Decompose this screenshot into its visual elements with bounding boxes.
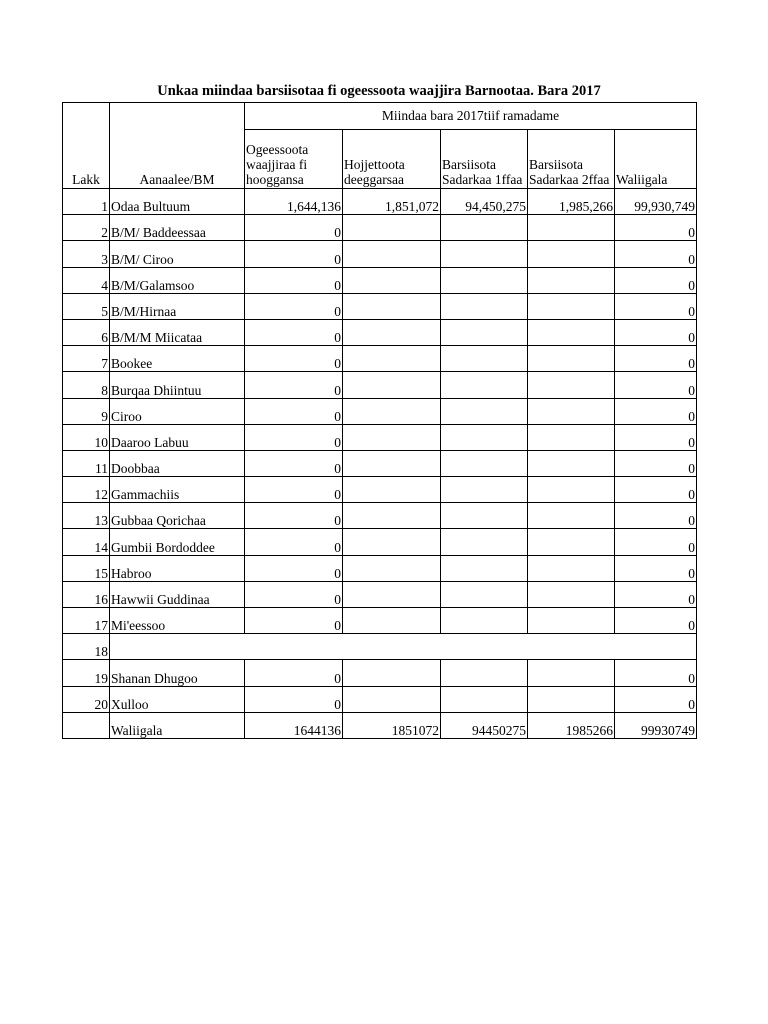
value-cell-c4 bbox=[528, 372, 615, 398]
table-row bbox=[63, 293, 697, 319]
value-cell-c5: 0 bbox=[615, 660, 697, 686]
value-cell-c2 bbox=[343, 660, 441, 686]
value-cell-c4 bbox=[528, 398, 615, 424]
value-cell-c4 bbox=[528, 215, 615, 241]
district-name: Daaroo Labuu bbox=[110, 424, 245, 450]
value-cell-c1: 0 bbox=[245, 398, 343, 424]
table-row bbox=[63, 346, 697, 372]
value-cell-c3 bbox=[441, 346, 528, 372]
row-number: 13 bbox=[63, 503, 110, 529]
row-number: 2 bbox=[63, 215, 110, 241]
value-cell-c5: 0 bbox=[615, 372, 697, 398]
table-row bbox=[63, 686, 697, 712]
value-cell-c4: 1,985,266 bbox=[528, 189, 615, 215]
table-row bbox=[63, 581, 697, 607]
row-number: 5 bbox=[63, 293, 110, 319]
value-cell-c2 bbox=[343, 529, 441, 555]
district-name: Bookee bbox=[110, 346, 245, 372]
value-cell-c2: 1,851,072 bbox=[343, 189, 441, 215]
total-value-c5: 99930749 bbox=[615, 712, 697, 738]
district-name: Shanan Dhugoo bbox=[110, 660, 245, 686]
value-cell-c2 bbox=[343, 555, 441, 581]
table-row bbox=[63, 503, 697, 529]
header-col-teachers-primary: Barsiisota Sadarkaa 1ffaa bbox=[441, 130, 528, 189]
total-row bbox=[63, 712, 697, 738]
total-value-c2: 1851072 bbox=[343, 712, 441, 738]
value-cell-c1: 0 bbox=[245, 555, 343, 581]
value-cell-c2 bbox=[343, 346, 441, 372]
value-cell-c4 bbox=[528, 293, 615, 319]
row-number: 18 bbox=[63, 634, 110, 660]
value-cell-c3 bbox=[441, 424, 528, 450]
district-name: Odaa Bultuum bbox=[110, 189, 245, 215]
table-row bbox=[63, 634, 697, 660]
table-row bbox=[63, 398, 697, 424]
row-number: 7 bbox=[63, 346, 110, 372]
table-row bbox=[63, 267, 697, 293]
district-name: Habroo bbox=[110, 555, 245, 581]
value-cell-c4 bbox=[528, 346, 615, 372]
value-cell-c1: 0 bbox=[245, 424, 343, 450]
value-cell-c4 bbox=[528, 267, 615, 293]
header-col-total: Waliigala bbox=[615, 130, 697, 189]
value-cell-c1: 0 bbox=[245, 608, 343, 634]
header-col-officials: Ogeessoota waajjiraa fi hooggansa bbox=[245, 130, 343, 189]
table-row bbox=[63, 319, 697, 345]
value-cell-c3 bbox=[441, 555, 528, 581]
value-cell-c3 bbox=[441, 608, 528, 634]
value-cell-c5: 99,930,749 bbox=[615, 189, 697, 215]
district-name: B/M/ Ciroo bbox=[110, 241, 245, 267]
value-cell-c4 bbox=[528, 555, 615, 581]
value-cell-c4 bbox=[528, 450, 615, 476]
value-cell-c4 bbox=[528, 608, 615, 634]
value-cell-c1: 0 bbox=[245, 319, 343, 345]
table-row bbox=[63, 608, 697, 634]
district-name: B/M/Galamsoo bbox=[110, 267, 245, 293]
value-cell-c3 bbox=[441, 686, 528, 712]
district-name: Ciroo bbox=[110, 398, 245, 424]
value-cell-c5: 0 bbox=[615, 555, 697, 581]
row-number: 10 bbox=[63, 424, 110, 450]
header-col-teachers-secondary: Barsiisota Sadarkaa 2ffaa bbox=[528, 130, 615, 189]
header-name: Aanaalee/BM bbox=[110, 103, 245, 189]
value-cell-c1: 0 bbox=[245, 372, 343, 398]
row-number: 3 bbox=[63, 241, 110, 267]
district-name: B/M/ Baddeessaa bbox=[110, 215, 245, 241]
value-cell-c5: 0 bbox=[615, 293, 697, 319]
table-row bbox=[63, 529, 697, 555]
value-cell-c1: 0 bbox=[245, 215, 343, 241]
header-row-group bbox=[63, 103, 697, 130]
table-row bbox=[63, 477, 697, 503]
row-number: 17 bbox=[63, 608, 110, 634]
value-cell-c1: 0 bbox=[245, 581, 343, 607]
row-number: 15 bbox=[63, 555, 110, 581]
value-cell-c2 bbox=[343, 608, 441, 634]
district-name: Gubbaa Qorichaa bbox=[110, 503, 245, 529]
value-cell-c3 bbox=[441, 529, 528, 555]
total-value-c3: 94450275 bbox=[441, 712, 528, 738]
value-cell-c3 bbox=[441, 477, 528, 503]
row-number: 9 bbox=[63, 398, 110, 424]
header-group-salary: Miindaa bara 2017tiif ramadame bbox=[245, 103, 697, 130]
table-row bbox=[63, 424, 697, 450]
value-cell-c5: 0 bbox=[615, 477, 697, 503]
district-name: B/M/M Miicataa bbox=[110, 319, 245, 345]
value-cell-c4 bbox=[528, 529, 615, 555]
row-number: 4 bbox=[63, 267, 110, 293]
value-cell-c2 bbox=[343, 215, 441, 241]
value-cell-c3 bbox=[441, 398, 528, 424]
district-name: Doobbaa bbox=[110, 450, 245, 476]
value-cell-c5: 0 bbox=[615, 424, 697, 450]
value-cell-c1: 0 bbox=[245, 686, 343, 712]
value-cell-c5: 0 bbox=[615, 398, 697, 424]
value-cell-c1: 0 bbox=[245, 293, 343, 319]
table-row bbox=[63, 241, 697, 267]
value-cell-c3 bbox=[441, 660, 528, 686]
district-name: Burqaa Dhiintuu bbox=[110, 372, 245, 398]
total-row-number bbox=[63, 712, 110, 738]
table-row bbox=[63, 450, 697, 476]
value-cell-c2 bbox=[343, 477, 441, 503]
district-name: B/M/Hirnaa bbox=[110, 293, 245, 319]
value-cell-c2 bbox=[343, 398, 441, 424]
total-label: Waliigala bbox=[110, 712, 245, 738]
salary-table bbox=[62, 102, 697, 739]
row-number: 8 bbox=[63, 372, 110, 398]
table-row bbox=[63, 555, 697, 581]
value-cell-c3: 94,450,275 bbox=[441, 189, 528, 215]
header-col-support-staff: Hojjettoota deeggarsaa bbox=[343, 130, 441, 189]
value-cell-c2 bbox=[343, 267, 441, 293]
value-cell-c4 bbox=[528, 503, 615, 529]
district-name: Xulloo bbox=[110, 686, 245, 712]
value-cell-c5: 0 bbox=[615, 267, 697, 293]
table-row bbox=[63, 372, 697, 398]
value-cell-c5: 0 bbox=[615, 450, 697, 476]
value-cell-c5: 0 bbox=[615, 503, 697, 529]
value-cell-c4 bbox=[528, 686, 615, 712]
value-cell-c3 bbox=[441, 241, 528, 267]
value-cell-c5: 0 bbox=[615, 241, 697, 267]
value-cell-c4 bbox=[528, 424, 615, 450]
row-number: 12 bbox=[63, 477, 110, 503]
value-cell-c1: 0 bbox=[245, 529, 343, 555]
value-cell-c1: 0 bbox=[245, 503, 343, 529]
value-cell-c1: 1,644,136 bbox=[245, 189, 343, 215]
value-cell-c3 bbox=[441, 503, 528, 529]
value-cell-c2 bbox=[343, 686, 441, 712]
value-cell-c4 bbox=[528, 319, 615, 345]
value-cell-c3 bbox=[441, 319, 528, 345]
value-cell-c5: 0 bbox=[615, 686, 697, 712]
value-cell-c5: 0 bbox=[615, 319, 697, 345]
value-cell-c2 bbox=[343, 503, 441, 529]
value-cell-c3 bbox=[441, 215, 528, 241]
value-cell-c1: 0 bbox=[245, 241, 343, 267]
value-cell-c1: 0 bbox=[245, 477, 343, 503]
district-name: Hawwii Guddinaa bbox=[110, 581, 245, 607]
value-cell-c3 bbox=[441, 581, 528, 607]
value-cell-c2 bbox=[343, 581, 441, 607]
value-cell-c4 bbox=[528, 241, 615, 267]
table-row bbox=[63, 660, 697, 686]
value-cell-c2 bbox=[343, 241, 441, 267]
value-cell-c1: 0 bbox=[245, 450, 343, 476]
value-cell-c5: 0 bbox=[615, 215, 697, 241]
district-name: Mi'eessoo bbox=[110, 608, 245, 634]
table-row bbox=[63, 189, 697, 215]
value-cell-c4 bbox=[528, 660, 615, 686]
row-number: 1 bbox=[63, 189, 110, 215]
district-name: Gumbii Bordoddee bbox=[110, 529, 245, 555]
value-cell-c3 bbox=[441, 450, 528, 476]
total-value-c4: 1985266 bbox=[528, 712, 615, 738]
row-number: 14 bbox=[63, 529, 110, 555]
row-number: 16 bbox=[63, 581, 110, 607]
value-cell-c2 bbox=[343, 293, 441, 319]
value-cell-c5: 0 bbox=[615, 346, 697, 372]
value-cell-c2 bbox=[343, 319, 441, 345]
document-title: Unkaa miindaa barsiisotaa fi ogeessoota waajjira Barnootaa. Bara 2017 bbox=[157, 83, 601, 99]
value-cell-c1: 0 bbox=[245, 346, 343, 372]
header-lakk: Lakk bbox=[63, 103, 110, 189]
blank-row-cell bbox=[110, 634, 697, 660]
value-cell-c4 bbox=[528, 581, 615, 607]
value-cell-c3 bbox=[441, 372, 528, 398]
district-name: Gammachiis bbox=[110, 477, 245, 503]
value-cell-c5: 0 bbox=[615, 608, 697, 634]
value-cell-c1: 0 bbox=[245, 267, 343, 293]
value-cell-c3 bbox=[441, 267, 528, 293]
value-cell-c1: 0 bbox=[245, 660, 343, 686]
value-cell-c3 bbox=[441, 293, 528, 319]
value-cell-c4 bbox=[528, 477, 615, 503]
value-cell-c2 bbox=[343, 450, 441, 476]
total-value-c1: 1644136 bbox=[245, 712, 343, 738]
table-row bbox=[63, 215, 697, 241]
row-number: 6 bbox=[63, 319, 110, 345]
value-cell-c5: 0 bbox=[615, 581, 697, 607]
row-number: 19 bbox=[63, 660, 110, 686]
value-cell-c5: 0 bbox=[615, 529, 697, 555]
value-cell-c2 bbox=[343, 372, 441, 398]
row-number: 20 bbox=[63, 686, 110, 712]
row-number: 11 bbox=[63, 450, 110, 476]
value-cell-c2 bbox=[343, 424, 441, 450]
